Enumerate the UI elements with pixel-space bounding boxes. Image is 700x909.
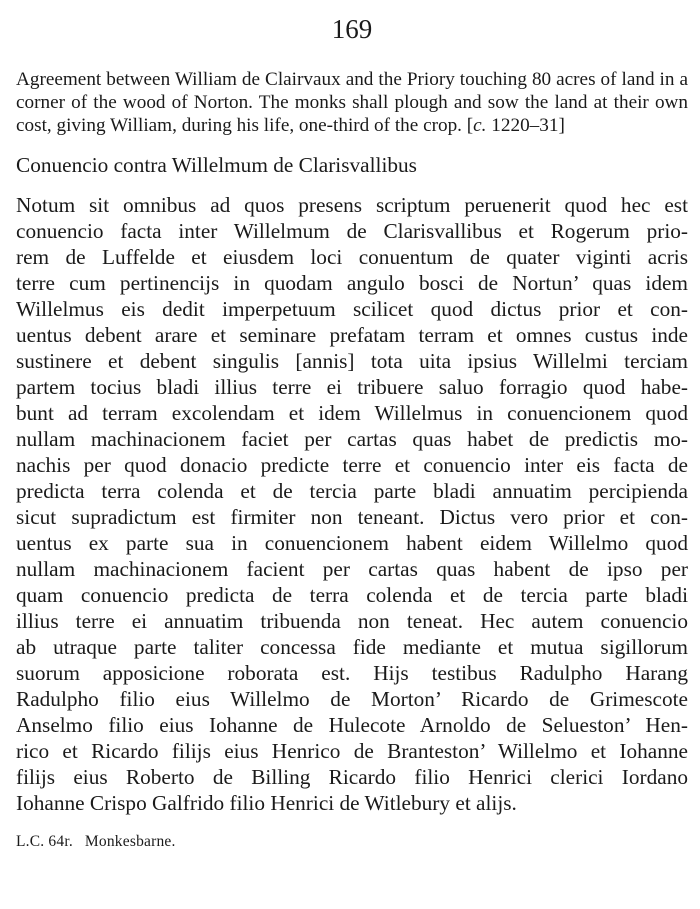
charter-heading: Conuencio contra Willelmum de Clarisvallibus [16, 153, 417, 177]
source-reference [16, 832, 688, 852]
charter-line: illius terre ei annuatim tribuenda non teneat. Hec autem conuencio [16, 609, 688, 633]
charter-line: uentus debent arare et seminare prefatam terram et omnes custus inde [16, 323, 688, 347]
charter-summary [16, 68, 688, 137]
charter-line: predicta terra colenda et de tercia parte bladi annuatim percipienda [16, 479, 688, 503]
charter-line: bunt ad terram excolendam et idem Willelmus in conuencionem quod [16, 401, 688, 425]
charter-line: Radulpho filio eius Willelmo de Morton’ Ricardo de Grimescote [16, 687, 688, 711]
document-page [16, 0, 688, 852]
charter-line: nachis per quod donacio predicte terre et conuencio inter eis facta de [16, 453, 688, 477]
reference-source: L.C. 64r. [16, 833, 73, 850]
charter-line: Iohanne Crispo Galfrido filio Henrici de Witlebury et alijs. [16, 791, 517, 815]
charter-line: Willelmus eis dedit imperpetuum scilicet quod dictus prior et con- [16, 297, 688, 321]
charter-line: nullam machinacionem facient per cartas quas habent de ipso per [16, 557, 688, 581]
charter-line: terre cum pertinencijs in quodam angulo bosci de Nortun’ quas idem [16, 271, 688, 295]
summary-text: Agreement between William de Clairvaux and the Priory touching 80 acres of land in a corner of the wood of Norton. The monks shall plough and sow the land at their own cost, giving William, during his life, one-third of the crop. [ [16, 69, 688, 136]
charter-line: rico et Ricardo filijs eius Henrico de Branteston’ Willelmo et Iohanne [16, 739, 688, 763]
charter-line: sustinere et debent singulis [annis] tota uita ipsius Willelmi terciam [16, 349, 688, 373]
charter-line: Notum sit omnibus ad quos presens scriptum peruenerit quod hec est [16, 193, 688, 217]
summary-date-prefix: c. [473, 115, 487, 136]
charter-line: filijs eius Roberto de Billing Ricardo filio Henrici clerici Iordano [16, 765, 688, 789]
page-number: 169 [331, 14, 373, 44]
charter-line: sicut supradictum est firmiter non teneant. Dictus vero prior et con- [16, 505, 688, 529]
charter-text [16, 192, 688, 816]
charter-line: ab utraque parte taliter concessa fide mediante et mutua sigillorum [16, 635, 688, 659]
charter-line: suorum apposicione roborata est. Hijs testibus Radulpho Harang [16, 661, 688, 685]
summary-date: 1220–31] [486, 115, 565, 136]
charter-line: conuencio facta inter Willelmum de Clarisvallibus et Rogerum prio- [16, 219, 688, 243]
charter-line: rem de Luffelde et eiusdem loci conuentum de quater viginti acris [16, 245, 688, 269]
charter-line: Anselmo filio eius Iohanne de Hulecote Arnoldo de Selueston’ Hen- [16, 713, 688, 737]
charter-line: uentus ex parte sua in conuencionem habent eidem Willelmo quod [16, 531, 688, 555]
charter-line: quam conuencio predicta de terra colenda et de tercia parte bladi [16, 583, 688, 607]
charter-line: partem tocius bladi illius terre ei tribuere saluo forragio quod habe- [16, 375, 688, 399]
charter-line: nullam machinacionem faciet per cartas quas habet de predictis mo- [16, 427, 688, 451]
reference-place: Monkesbarne. [84, 833, 176, 850]
